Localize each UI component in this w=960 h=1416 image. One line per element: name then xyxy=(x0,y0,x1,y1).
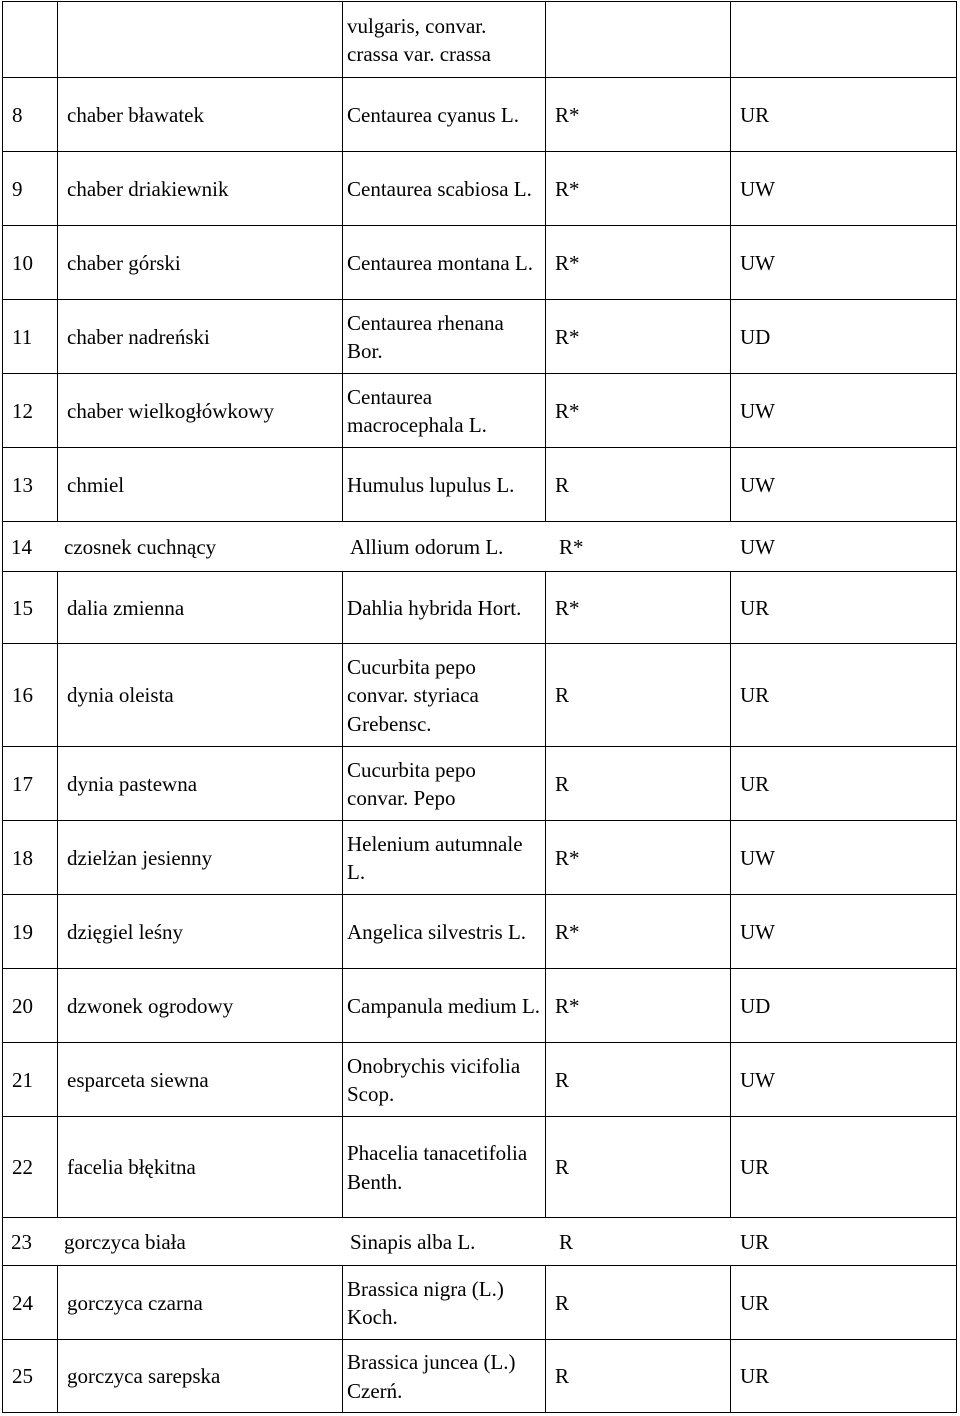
common-name: gorczyca biała xyxy=(64,1229,186,1254)
category-code: UW xyxy=(730,374,957,448)
table-row xyxy=(2,522,957,572)
category-code: UW xyxy=(730,895,957,969)
category-code: UR xyxy=(730,572,957,644)
row-divider xyxy=(2,447,957,448)
status-code: R* xyxy=(545,226,730,300)
row-number: 16 xyxy=(2,644,57,747)
row-number: 10 xyxy=(2,226,57,300)
status-code: R* xyxy=(559,534,584,559)
latin-name: Allium odorum L. xyxy=(350,534,504,559)
status-code: R* xyxy=(545,152,730,226)
category-code: UD xyxy=(730,300,957,374)
status-code: R xyxy=(545,1266,730,1340)
latin-name: Brassica nigra (L.) Koch. xyxy=(342,1266,545,1340)
category-code: UR xyxy=(730,1340,957,1413)
row-number: 12 xyxy=(2,374,57,448)
latin-name: Centaurea macrocephala L. xyxy=(342,374,545,448)
row-number: 15 xyxy=(2,572,57,644)
common-name: gorczyca czarna xyxy=(57,1266,342,1340)
latin-name: Brassica juncea (L.) Czerń. xyxy=(342,1340,545,1413)
row-divider xyxy=(2,77,957,78)
table-row xyxy=(2,969,957,1043)
latin-name: Sinapis alba L. xyxy=(350,1229,476,1254)
common-name: gorczyca sarepska xyxy=(57,1340,342,1413)
category-code: UR xyxy=(730,78,957,152)
row-divider xyxy=(2,225,957,226)
row-divider xyxy=(2,571,957,572)
common-name: dzwonek ogrodowy xyxy=(57,969,342,1043)
status-code: R xyxy=(545,448,730,522)
table-row xyxy=(2,152,957,226)
table-row xyxy=(2,78,957,152)
row-divider xyxy=(2,1339,957,1340)
row-divider xyxy=(2,968,957,969)
status-code: R xyxy=(545,644,730,747)
table-row xyxy=(2,1117,957,1218)
latin-name: Centaurea cyanus L. xyxy=(342,78,545,152)
table-row xyxy=(2,226,957,300)
common-name: chaber nadreński xyxy=(57,300,342,374)
category-code xyxy=(730,2,957,78)
common-name: dynia oleista xyxy=(57,644,342,747)
category-code: UW xyxy=(730,448,957,522)
status-code: R* xyxy=(545,374,730,448)
status-code: R* xyxy=(545,895,730,969)
table-row xyxy=(2,374,957,448)
row-divider xyxy=(2,1217,957,1218)
status-code: R xyxy=(545,1117,730,1218)
latin-name: Centaurea rhenana Bor. xyxy=(342,300,545,374)
common-name: chaber bławatek xyxy=(57,78,342,152)
latin-name: Dahlia hybrida Hort. xyxy=(342,572,545,644)
row-number: 8 xyxy=(2,78,57,152)
category-code: UR xyxy=(730,644,957,747)
table-row xyxy=(2,300,957,374)
table-row xyxy=(2,572,957,644)
common-name: chmiel xyxy=(57,448,342,522)
row-number xyxy=(2,2,57,78)
table-row xyxy=(2,895,957,969)
table-row xyxy=(2,448,957,522)
row-number: 19 xyxy=(2,895,57,969)
status-code xyxy=(545,2,730,78)
category-code: UW xyxy=(730,1043,957,1117)
row-divider xyxy=(2,1412,957,1413)
category-code: UD xyxy=(730,969,957,1043)
row-number: 20 xyxy=(2,969,57,1043)
row-number: 18 xyxy=(2,821,57,895)
row-number: 9 xyxy=(2,152,57,226)
common-name: esparceta siewna xyxy=(57,1043,342,1117)
common-name: chaber wielkogłówkowy xyxy=(57,374,342,448)
common-name: chaber driakiewnik xyxy=(57,152,342,226)
row-divider xyxy=(2,1116,957,1117)
row-number: 13 xyxy=(2,448,57,522)
latin-name: vulgaris, convar. crassa var. crassa xyxy=(342,2,545,78)
row-divider xyxy=(2,746,957,747)
status-code: R* xyxy=(545,572,730,644)
status-code: R* xyxy=(545,969,730,1043)
table-row xyxy=(2,644,957,747)
status-code: R xyxy=(545,747,730,821)
latin-name: Centaurea montana L. xyxy=(342,226,545,300)
category-code: UR xyxy=(730,747,957,821)
latin-name: Campanula medium L. xyxy=(342,969,545,1043)
status-code: R* xyxy=(545,78,730,152)
row-number: 21 xyxy=(2,1043,57,1117)
latin-name: Helenium autumnale L. xyxy=(342,821,545,895)
row-number: 14 xyxy=(11,534,32,559)
category-code: UW xyxy=(730,821,957,895)
row-divider xyxy=(2,1042,957,1043)
latin-name: Centaurea scabiosa L. xyxy=(342,152,545,226)
table-row xyxy=(2,1266,957,1340)
row-number: 25 xyxy=(2,1340,57,1413)
status-code: R xyxy=(545,1043,730,1117)
common-name: dzięgiel leśny xyxy=(57,895,342,969)
category-code: UR xyxy=(740,1229,770,1254)
species-table xyxy=(2,2,957,1413)
row-number: 23 xyxy=(11,1229,32,1254)
status-code: R xyxy=(559,1229,574,1254)
table-row xyxy=(2,821,957,895)
row-number: 24 xyxy=(2,1266,57,1340)
category-code: UW xyxy=(730,152,957,226)
latin-name: Cucurbita pepo convar. styriaca Grebensc. xyxy=(342,644,545,747)
latin-name: Cucurbita pepo convar. Pepo xyxy=(342,747,545,821)
table-row xyxy=(2,1340,957,1413)
table-row xyxy=(2,1043,957,1117)
common-name: dzielżan jesienny xyxy=(57,821,342,895)
row-divider xyxy=(2,820,957,821)
row-divider xyxy=(2,373,957,374)
category-code: UW xyxy=(740,534,775,559)
category-code: UW xyxy=(730,226,957,300)
common-name: czosnek cuchnący xyxy=(64,534,217,559)
row-number: 11 xyxy=(2,300,57,374)
common-name: facelia błękitna xyxy=(57,1117,342,1218)
latin-name: Angelica silvestris L. xyxy=(342,895,545,969)
latin-name: Humulus lupulus L. xyxy=(342,448,545,522)
latin-name: Phacelia tanacetifolia Benth. xyxy=(342,1117,545,1218)
common-name: dalia zmienna xyxy=(57,572,342,644)
table-row xyxy=(2,747,957,821)
common-name: chaber górski xyxy=(57,226,342,300)
status-code: R xyxy=(545,1340,730,1413)
row-divider xyxy=(2,894,957,895)
category-code: UR xyxy=(730,1266,957,1340)
latin-name: Onobrychis vicifolia Scop. xyxy=(342,1043,545,1117)
common-name: dynia pastewna xyxy=(57,747,342,821)
row-divider xyxy=(2,521,957,522)
category-code: UR xyxy=(730,1117,957,1218)
common-name xyxy=(57,2,342,78)
row-divider xyxy=(2,299,957,300)
row-number: 22 xyxy=(2,1117,57,1218)
row-divider xyxy=(2,151,957,152)
row-divider xyxy=(2,643,957,644)
status-code: R* xyxy=(545,300,730,374)
table-row xyxy=(2,2,957,78)
row-divider xyxy=(2,1,957,2)
row-divider xyxy=(2,1265,957,1266)
row-number: 17 xyxy=(2,747,57,821)
status-code: R* xyxy=(545,821,730,895)
table-row xyxy=(2,1218,957,1266)
